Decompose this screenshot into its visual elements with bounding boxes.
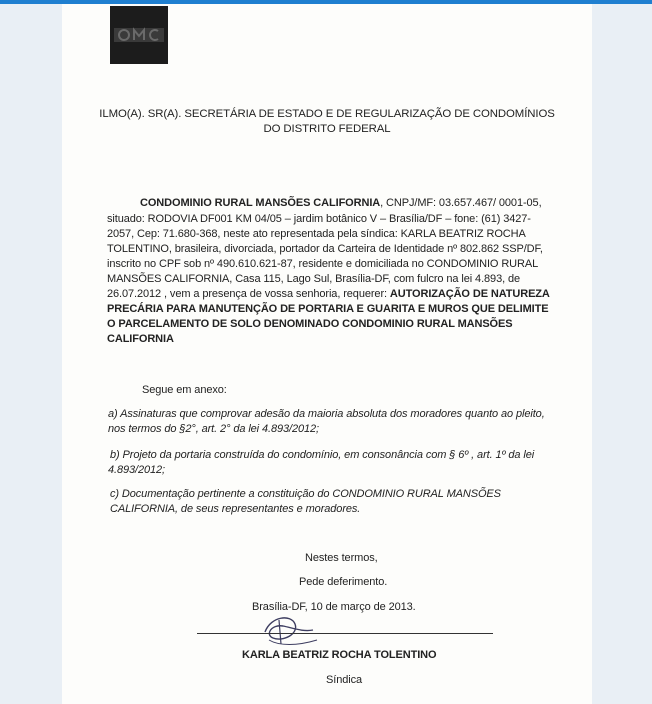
condominium-name: CONDOMINIO RURAL MANSÕES CALIFORNIA bbox=[140, 197, 381, 209]
request-title-line-4: CALIFORNIA bbox=[107, 333, 174, 345]
request-title-line-2: PRECÁRIA PARA MANUTENÇÃO DE PORTARIA E GUARITA E MUROS QUE DELIMITE bbox=[107, 303, 549, 315]
annex-item-a-line-1: a) Assinaturas que comprovar adesão da maioria absoluta dos moradores quanto ao pleito, bbox=[108, 408, 545, 420]
signature-line bbox=[197, 633, 493, 634]
addressee-line-2: DO DISTRITO FEDERAL bbox=[263, 123, 391, 135]
closing-request: Pede deferimento. bbox=[299, 576, 388, 588]
body-line-5: inscrito no CPF sob nº 490.610.621-87, residente e domiciliada no CONDOMINIO RURAL bbox=[107, 258, 539, 270]
body-line-6: MANSÕES CALIFORNIA, Casa 115, Lago Sul, Brasília-DF, com fulcro na lei 4.893, de bbox=[107, 273, 521, 285]
body-line-1 bbox=[140, 197, 542, 211]
annex-item-b-line-1: b) Projeto da portaria construída do condomínio, em consonância com § 6º , art. 1º da lei bbox=[110, 449, 535, 461]
body-line-4: TOLENTINO, brasileira, divorciada, portador da Carteira de Identidade nº 802.862 SSP/DF, bbox=[107, 243, 543, 255]
request-title-line-3: O PARCELAMENTO DE SOLO DENOMINADO CONDOMINIO RURAL MANSÕES bbox=[107, 318, 513, 330]
place-date: Brasília-DF, 10 de março de 2013. bbox=[252, 601, 416, 613]
closing-terms: Nestes termos, bbox=[305, 552, 378, 564]
signatory-role: Síndica bbox=[326, 674, 362, 686]
body-line-7 bbox=[107, 288, 550, 302]
document-page bbox=[62, 4, 592, 704]
annex-item-c-line-1: c) Documentação pertinente a constituição do CONDOMINIO RURAL MANSÕES bbox=[110, 488, 501, 500]
cnpj-text: , CNPJ/MF: 03.657.467/ 0001-05, bbox=[380, 197, 542, 209]
signatory-name: KARLA BEATRIZ ROCHA TOLENTINO bbox=[242, 649, 437, 661]
body-line-2: situado: RODOVIA DF001 KM 04/05 – jardim botânico V – Brasília/DF – fone: (61) 3427- bbox=[107, 213, 531, 225]
viewer-frame bbox=[0, 4, 652, 704]
request-text: 26.07.2012 , vem a presença de vossa senhoria, requerer: bbox=[107, 288, 390, 300]
body-line-3: 2057, Cep: 71.680-368, neste ato representada pela síndica: KARLA BEATRIZ ROCHA bbox=[107, 228, 526, 240]
annex-item-b-line-2: 4.893/2012; bbox=[108, 464, 166, 476]
request-title-start: AUTORIZAÇÃO DE NATUREZA bbox=[389, 288, 550, 300]
addressee-line-1: ILMO(A). SR(A). SECRETÁRIA DE ESTADO E DE REGULARIZAÇÃO DE CONDOMÍNIOS bbox=[99, 108, 555, 120]
annex-item-a-line-2: nos termos do §2°, art. 2° da lei 4.893/2012; bbox=[108, 423, 319, 435]
annex-intro: Segue em anexo: bbox=[142, 384, 227, 396]
condominium-logo-icon bbox=[110, 6, 168, 64]
annex-item-c-line-2: CALIFORNIA, de seus representantes e moradores. bbox=[110, 503, 361, 515]
